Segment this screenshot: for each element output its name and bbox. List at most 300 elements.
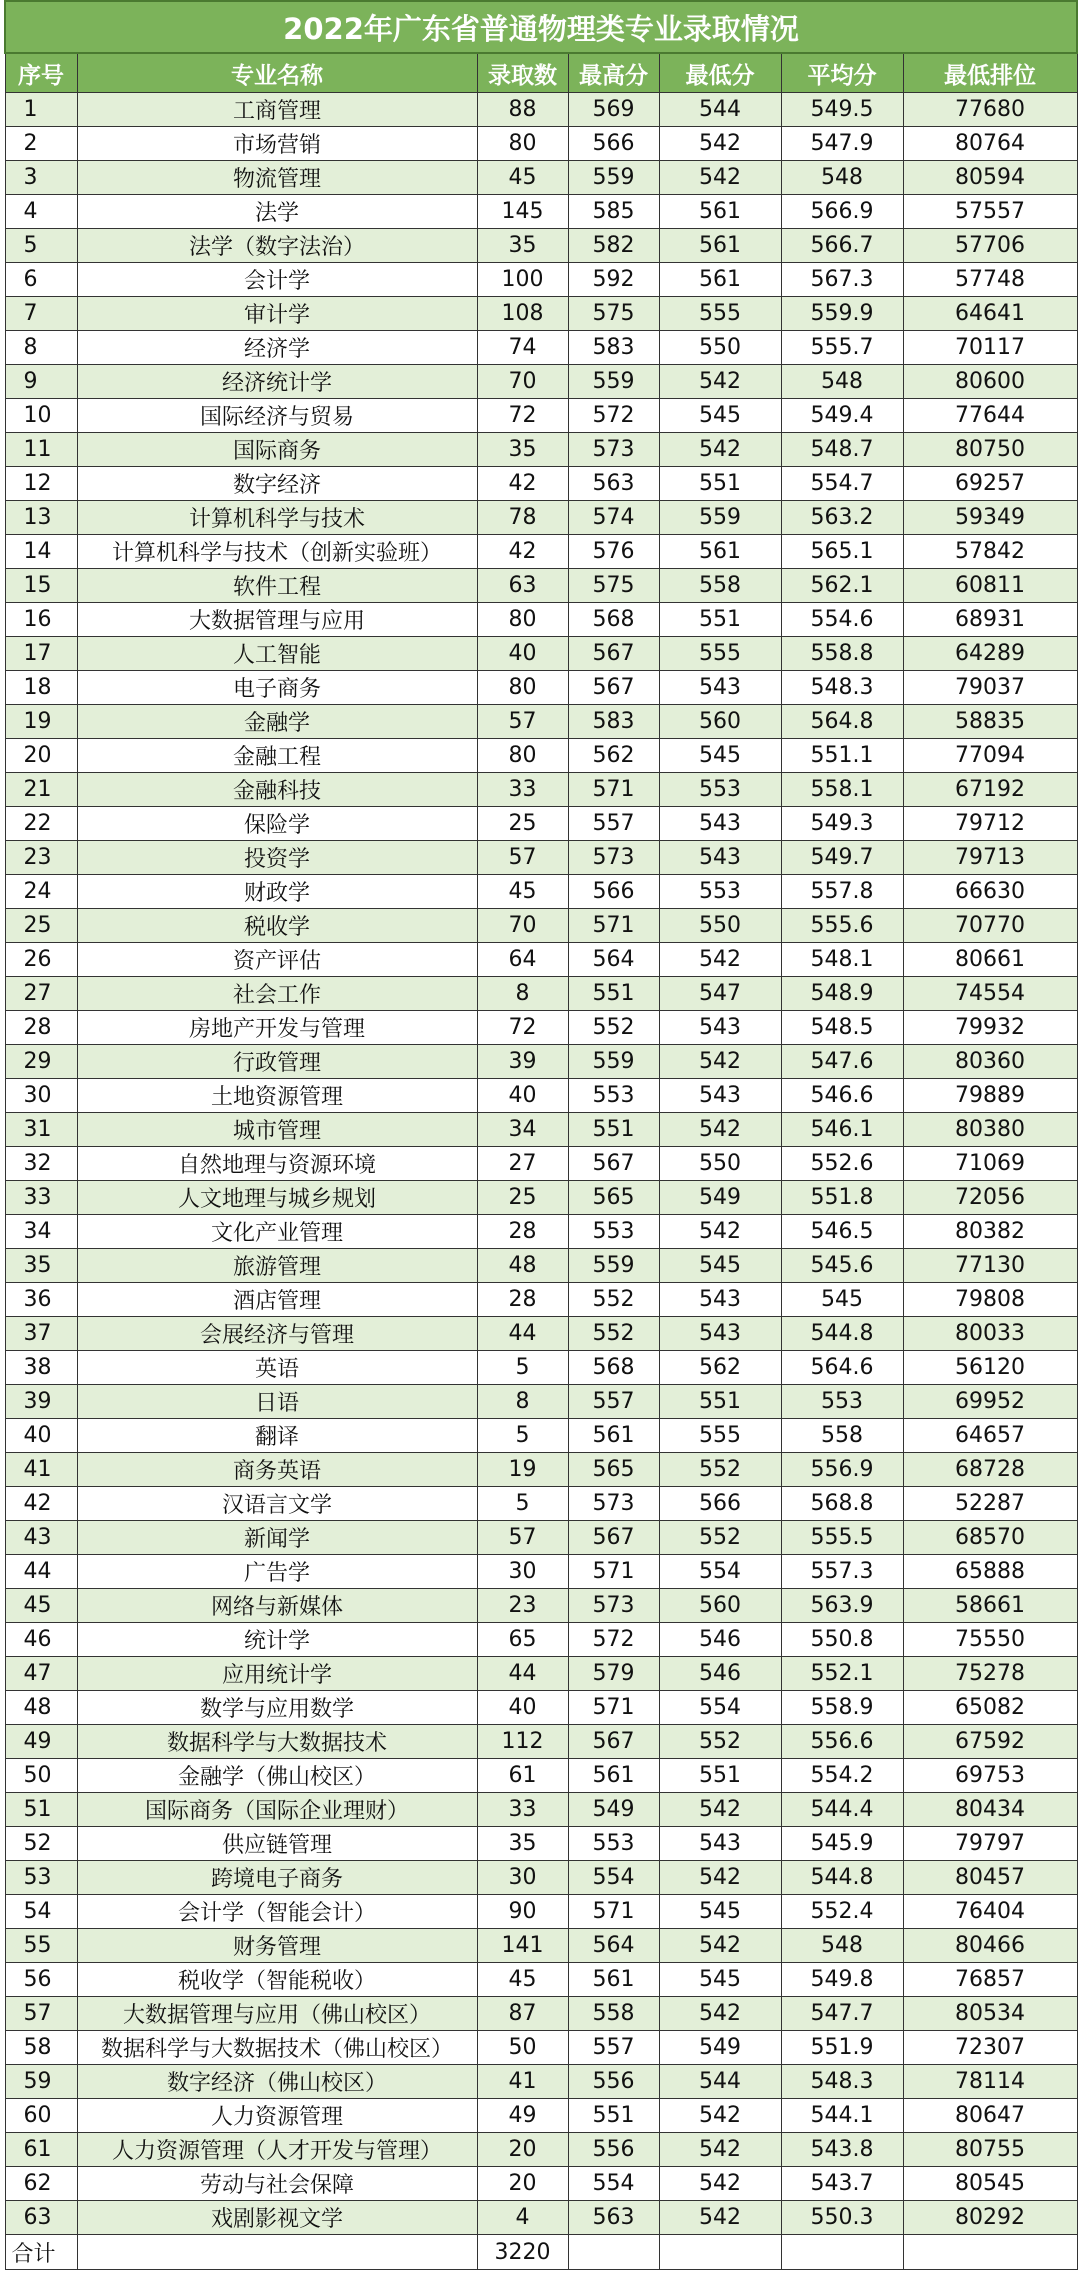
cell-min-score: 542 xyxy=(659,2201,781,2235)
cell-avg-score: 549.8 xyxy=(781,1963,903,1997)
cell-min-score: 561 xyxy=(659,535,781,569)
cell-admitted-count: 42 xyxy=(477,467,568,501)
cell-min-score: 551 xyxy=(659,467,781,501)
cell-major-name: 财政学 xyxy=(77,875,477,909)
cell-avg-score: 543.8 xyxy=(781,2133,903,2167)
cell-avg-score: 564.8 xyxy=(781,705,903,739)
cell-max-score: 554 xyxy=(568,1861,659,1895)
cell-min-score: 560 xyxy=(659,705,781,739)
cell-max-score: 575 xyxy=(568,569,659,603)
table-row xyxy=(5,841,1077,875)
table-row xyxy=(5,1929,1077,1963)
cell-avg-score: 557.8 xyxy=(781,875,903,909)
cell-min-rank: 80434 xyxy=(903,1793,1077,1827)
cell-min-score: 561 xyxy=(659,229,781,263)
cell-admitted-count: 112 xyxy=(477,1725,568,1759)
cell-admitted-count: 25 xyxy=(477,807,568,841)
cell-major-name: 数据科学与大数据技术 xyxy=(77,1725,477,1759)
table-row xyxy=(5,195,1077,229)
table-row xyxy=(5,637,1077,671)
cell-min-score: 543 xyxy=(659,807,781,841)
table-row xyxy=(5,2031,1077,2065)
cell-major-name: 英语 xyxy=(77,1351,477,1385)
header-avg-score: 平均分 xyxy=(781,53,903,93)
cell-min-rank: 80647 xyxy=(903,2099,1077,2133)
table-row xyxy=(5,1011,1077,1045)
cell-serial: 27 xyxy=(5,977,77,1011)
cell-min-score: 544 xyxy=(659,93,781,127)
cell-avg-score: 550.8 xyxy=(781,1623,903,1657)
cell-admitted-count: 44 xyxy=(477,1657,568,1691)
cell-serial: 18 xyxy=(5,671,77,705)
table-row xyxy=(5,2099,1077,2133)
cell-avg-score: 551.1 xyxy=(781,739,903,773)
cell-avg-score: 568.8 xyxy=(781,1487,903,1521)
cell-serial: 62 xyxy=(5,2167,77,2201)
cell-min-rank: 69257 xyxy=(903,467,1077,501)
cell-min-rank: 80360 xyxy=(903,1045,1077,1079)
table-row xyxy=(5,1045,1077,1079)
cell-serial: 56 xyxy=(5,1963,77,1997)
cell-major-name: 劳动与社会保障 xyxy=(77,2167,477,2201)
table-row xyxy=(5,1419,1077,1453)
cell-max-score: 553 xyxy=(568,1827,659,1861)
cell-admitted-count: 34 xyxy=(477,1113,568,1147)
table-row xyxy=(5,1793,1077,1827)
cell-max-score: 567 xyxy=(568,671,659,705)
cell-max-score: 559 xyxy=(568,365,659,399)
cell-min-rank: 80755 xyxy=(903,2133,1077,2167)
cell-admitted-count: 61 xyxy=(477,1759,568,1793)
cell-admitted-count: 35 xyxy=(477,433,568,467)
admission-table xyxy=(4,0,1078,2270)
cell-max-score: 573 xyxy=(568,1589,659,1623)
cell-max-score: 552 xyxy=(568,1283,659,1317)
cell-max-score: 559 xyxy=(568,1249,659,1283)
table-row xyxy=(5,1385,1077,1419)
cell-admitted-count: 23 xyxy=(477,1589,568,1623)
cell-admitted-count: 145 xyxy=(477,195,568,229)
header-min-rank: 最低排位 xyxy=(903,53,1077,93)
cell-min-rank: 64657 xyxy=(903,1419,1077,1453)
cell-serial: 39 xyxy=(5,1385,77,1419)
cell-serial: 38 xyxy=(5,1351,77,1385)
cell-serial: 42 xyxy=(5,1487,77,1521)
cell-admitted-count: 45 xyxy=(477,161,568,195)
cell-max-score: 563 xyxy=(568,2201,659,2235)
cell-admitted-count: 35 xyxy=(477,1827,568,1861)
table-row xyxy=(5,127,1077,161)
cell-serial: 59 xyxy=(5,2065,77,2099)
cell-serial: 46 xyxy=(5,1623,77,1657)
cell-serial: 44 xyxy=(5,1555,77,1589)
table-row xyxy=(5,2065,1077,2099)
cell-serial: 12 xyxy=(5,467,77,501)
table-row xyxy=(5,1861,1077,1895)
table-row xyxy=(5,399,1077,433)
cell-serial: 13 xyxy=(5,501,77,535)
cell-avg-score: 544.8 xyxy=(781,1861,903,1895)
cell-major-name: 国际商务 xyxy=(77,433,477,467)
cell-min-score: 562 xyxy=(659,1351,781,1385)
cell-serial: 2 xyxy=(5,127,77,161)
cell-serial: 16 xyxy=(5,603,77,637)
cell-avg-score: 558.9 xyxy=(781,1691,903,1725)
cell-min-rank: 80382 xyxy=(903,1215,1077,1249)
cell-major-name: 法学 xyxy=(77,195,477,229)
table-row xyxy=(5,1317,1077,1351)
cell-admitted-count: 65 xyxy=(477,1623,568,1657)
cell-min-rank: 77130 xyxy=(903,1249,1077,1283)
cell-admitted-count: 78 xyxy=(477,501,568,535)
cell-major-name: 经济学 xyxy=(77,331,477,365)
cell-min-rank: 79932 xyxy=(903,1011,1077,1045)
cell-min-score: 550 xyxy=(659,1147,781,1181)
cell-min-score: 542 xyxy=(659,943,781,977)
cell-min-rank: 57706 xyxy=(903,229,1077,263)
header-major-name: 专业名称 xyxy=(77,53,477,93)
cell-min-score: 543 xyxy=(659,1011,781,1045)
cell-major-name: 软件工程 xyxy=(77,569,477,603)
cell-min-score: 550 xyxy=(659,909,781,943)
cell-min-score: 554 xyxy=(659,1691,781,1725)
cell-major-name: 供应链管理 xyxy=(77,1827,477,1861)
cell-avg-score: 548.9 xyxy=(781,977,903,1011)
cell-serial: 23 xyxy=(5,841,77,875)
cell-major-name: 经济统计学 xyxy=(77,365,477,399)
cell-admitted-count: 20 xyxy=(477,2133,568,2167)
table-row xyxy=(5,1827,1077,1861)
cell-major-name: 新闻学 xyxy=(77,1521,477,1555)
cell-max-score: 559 xyxy=(568,161,659,195)
cell-avg-score: 547.6 xyxy=(781,1045,903,1079)
cell-min-rank: 52287 xyxy=(903,1487,1077,1521)
cell-min-score: 545 xyxy=(659,399,781,433)
cell-max-score: 566 xyxy=(568,127,659,161)
cell-major-name: 市场营销 xyxy=(77,127,477,161)
cell-avg-score: 547.7 xyxy=(781,1997,903,2031)
cell-min-score: 543 xyxy=(659,1317,781,1351)
cell-max-score: 564 xyxy=(568,943,659,977)
cell-min-score: 542 xyxy=(659,433,781,467)
cell-avg-score: 565.1 xyxy=(781,535,903,569)
table-row xyxy=(5,501,1077,535)
table-row xyxy=(5,569,1077,603)
table-row xyxy=(5,161,1077,195)
cell-admitted-count: 45 xyxy=(477,875,568,909)
cell-max-score: 565 xyxy=(568,1181,659,1215)
cell-min-score: 544 xyxy=(659,2065,781,2099)
total-empty-cell xyxy=(77,2235,477,2270)
cell-admitted-count: 35 xyxy=(477,229,568,263)
cell-avg-score: 566.9 xyxy=(781,195,903,229)
title-row xyxy=(5,1,1077,53)
cell-admitted-count: 20 xyxy=(477,2167,568,2201)
cell-max-score: 564 xyxy=(568,1929,659,1963)
cell-serial: 14 xyxy=(5,535,77,569)
cell-major-name: 法学（数字法治） xyxy=(77,229,477,263)
cell-serial: 17 xyxy=(5,637,77,671)
cell-max-score: 568 xyxy=(568,1351,659,1385)
cell-avg-score: 549.4 xyxy=(781,399,903,433)
cell-avg-score: 548.7 xyxy=(781,433,903,467)
cell-serial: 33 xyxy=(5,1181,77,1215)
cell-max-score: 553 xyxy=(568,1215,659,1249)
cell-admitted-count: 28 xyxy=(477,1283,568,1317)
cell-max-score: 558 xyxy=(568,1997,659,2031)
cell-serial: 20 xyxy=(5,739,77,773)
header-serial: 序号 xyxy=(5,53,77,93)
cell-min-rank: 79712 xyxy=(903,807,1077,841)
cell-max-score: 571 xyxy=(568,1555,659,1589)
cell-serial: 61 xyxy=(5,2133,77,2167)
table-row xyxy=(5,263,1077,297)
cell-min-rank: 59349 xyxy=(903,501,1077,535)
cell-major-name: 数字经济（佛山校区） xyxy=(77,2065,477,2099)
cell-avg-score: 567.3 xyxy=(781,263,903,297)
cell-min-score: 542 xyxy=(659,1215,781,1249)
cell-major-name: 酒店管理 xyxy=(77,1283,477,1317)
cell-max-score: 562 xyxy=(568,739,659,773)
table-row xyxy=(5,1147,1077,1181)
cell-max-score: 573 xyxy=(568,1487,659,1521)
cell-admitted-count: 141 xyxy=(477,1929,568,1963)
cell-major-name: 网络与新媒体 xyxy=(77,1589,477,1623)
cell-admitted-count: 74 xyxy=(477,331,568,365)
cell-min-score: 561 xyxy=(659,195,781,229)
cell-max-score: 551 xyxy=(568,1113,659,1147)
table-row xyxy=(5,1351,1077,1385)
table-row xyxy=(5,875,1077,909)
cell-major-name: 计算机科学与技术 xyxy=(77,501,477,535)
cell-major-name: 金融工程 xyxy=(77,739,477,773)
cell-admitted-count: 87 xyxy=(477,1997,568,2031)
cell-min-rank: 80033 xyxy=(903,1317,1077,1351)
cell-min-rank: 76857 xyxy=(903,1963,1077,1997)
cell-admitted-count: 41 xyxy=(477,2065,568,2099)
cell-serial: 55 xyxy=(5,1929,77,1963)
cell-avg-score: 551.9 xyxy=(781,2031,903,2065)
cell-admitted-count: 42 xyxy=(477,535,568,569)
cell-min-rank: 80764 xyxy=(903,127,1077,161)
cell-major-name: 人工智能 xyxy=(77,637,477,671)
cell-serial: 47 xyxy=(5,1657,77,1691)
cell-admitted-count: 33 xyxy=(477,1793,568,1827)
cell-min-rank: 67592 xyxy=(903,1725,1077,1759)
table-row xyxy=(5,365,1077,399)
cell-serial: 31 xyxy=(5,1113,77,1147)
cell-max-score: 565 xyxy=(568,1453,659,1487)
cell-major-name: 应用统计学 xyxy=(77,1657,477,1691)
cell-min-score: 542 xyxy=(659,1045,781,1079)
cell-max-score: 552 xyxy=(568,1317,659,1351)
cell-admitted-count: 8 xyxy=(477,1385,568,1419)
cell-min-rank: 69753 xyxy=(903,1759,1077,1793)
cell-avg-score: 563.9 xyxy=(781,1589,903,1623)
table-row xyxy=(5,331,1077,365)
cell-admitted-count: 63 xyxy=(477,569,568,603)
cell-serial: 54 xyxy=(5,1895,77,1929)
cell-min-rank: 70117 xyxy=(903,331,1077,365)
table-row xyxy=(5,1079,1077,1113)
cell-min-rank: 80457 xyxy=(903,1861,1077,1895)
cell-major-name: 电子商务 xyxy=(77,671,477,705)
cell-max-score: 566 xyxy=(568,875,659,909)
cell-min-rank: 80466 xyxy=(903,1929,1077,1963)
total-label: 合计 xyxy=(5,2235,77,2270)
table-row xyxy=(5,1453,1077,1487)
cell-min-score: 542 xyxy=(659,127,781,161)
cell-min-score: 542 xyxy=(659,1861,781,1895)
cell-max-score: 574 xyxy=(568,501,659,535)
cell-serial: 22 xyxy=(5,807,77,841)
cell-major-name: 行政管理 xyxy=(77,1045,477,1079)
cell-admitted-count: 57 xyxy=(477,841,568,875)
cell-serial: 49 xyxy=(5,1725,77,1759)
cell-major-name: 文化产业管理 xyxy=(77,1215,477,1249)
cell-max-score: 569 xyxy=(568,93,659,127)
cell-major-name: 戏剧影视文学 xyxy=(77,2201,477,2235)
cell-max-score: 582 xyxy=(568,229,659,263)
cell-major-name: 资产评估 xyxy=(77,943,477,977)
cell-min-rank: 77680 xyxy=(903,93,1077,127)
cell-serial: 63 xyxy=(5,2201,77,2235)
cell-avg-score: 544.4 xyxy=(781,1793,903,1827)
cell-avg-score: 545.6 xyxy=(781,1249,903,1283)
cell-min-rank: 72307 xyxy=(903,2031,1077,2065)
table-row xyxy=(5,1691,1077,1725)
cell-min-rank: 80292 xyxy=(903,2201,1077,2235)
cell-avg-score: 566.7 xyxy=(781,229,903,263)
cell-serial: 11 xyxy=(5,433,77,467)
cell-serial: 29 xyxy=(5,1045,77,1079)
cell-major-name: 日语 xyxy=(77,1385,477,1419)
cell-max-score: 557 xyxy=(568,2031,659,2065)
cell-max-score: 571 xyxy=(568,1691,659,1725)
cell-min-rank: 75550 xyxy=(903,1623,1077,1657)
cell-avg-score: 552.1 xyxy=(781,1657,903,1691)
cell-avg-score: 554.2 xyxy=(781,1759,903,1793)
total-empty-cell xyxy=(568,2235,659,2270)
cell-major-name: 会展经济与管理 xyxy=(77,1317,477,1351)
cell-min-rank: 80380 xyxy=(903,1113,1077,1147)
cell-major-name: 工商管理 xyxy=(77,93,477,127)
cell-avg-score: 554.6 xyxy=(781,603,903,637)
cell-serial: 5 xyxy=(5,229,77,263)
cell-avg-score: 544.1 xyxy=(781,2099,903,2133)
cell-major-name: 城市管理 xyxy=(77,1113,477,1147)
cell-max-score: 556 xyxy=(568,2133,659,2167)
cell-avg-score: 551.8 xyxy=(781,1181,903,1215)
cell-avg-score: 548 xyxy=(781,365,903,399)
cell-major-name: 人力资源管理 xyxy=(77,2099,477,2133)
cell-major-name: 土地资源管理 xyxy=(77,1079,477,1113)
table-row xyxy=(5,1725,1077,1759)
cell-major-name: 人力资源管理（人才开发与管理） xyxy=(77,2133,477,2167)
table-row xyxy=(5,1283,1077,1317)
cell-max-score: 551 xyxy=(568,2099,659,2133)
cell-max-score: 572 xyxy=(568,399,659,433)
cell-avg-score: 556.6 xyxy=(781,1725,903,1759)
cell-admitted-count: 25 xyxy=(477,1181,568,1215)
cell-avg-score: 554.7 xyxy=(781,467,903,501)
cell-min-rank: 79797 xyxy=(903,1827,1077,1861)
cell-max-score: 585 xyxy=(568,195,659,229)
header-max-score: 最高分 xyxy=(568,53,659,93)
table-row xyxy=(5,229,1077,263)
cell-major-name: 商务英语 xyxy=(77,1453,477,1487)
table-row xyxy=(5,1657,1077,1691)
cell-min-score: 546 xyxy=(659,1623,781,1657)
cell-serial: 45 xyxy=(5,1589,77,1623)
table-row xyxy=(5,773,1077,807)
cell-min-rank: 57842 xyxy=(903,535,1077,569)
cell-avg-score: 559.9 xyxy=(781,297,903,331)
cell-avg-score: 548 xyxy=(781,161,903,195)
cell-serial: 24 xyxy=(5,875,77,909)
cell-admitted-count: 44 xyxy=(477,1317,568,1351)
cell-serial: 4 xyxy=(5,195,77,229)
cell-serial: 37 xyxy=(5,1317,77,1351)
cell-max-score: 568 xyxy=(568,603,659,637)
table-row xyxy=(5,433,1077,467)
cell-min-rank: 58835 xyxy=(903,705,1077,739)
cell-min-score: 542 xyxy=(659,365,781,399)
cell-max-score: 549 xyxy=(568,1793,659,1827)
cell-min-rank: 79808 xyxy=(903,1283,1077,1317)
cell-min-rank: 64289 xyxy=(903,637,1077,671)
cell-min-rank: 75278 xyxy=(903,1657,1077,1691)
cell-max-score: 559 xyxy=(568,1045,659,1079)
table-row xyxy=(5,1113,1077,1147)
cell-min-rank: 57557 xyxy=(903,195,1077,229)
cell-major-name: 金融学（佛山校区） xyxy=(77,1759,477,1793)
cell-admitted-count: 50 xyxy=(477,2031,568,2065)
cell-min-rank: 80545 xyxy=(903,2167,1077,2201)
cell-min-score: 552 xyxy=(659,1725,781,1759)
cell-serial: 15 xyxy=(5,569,77,603)
cell-serial: 28 xyxy=(5,1011,77,1045)
table-row xyxy=(5,1249,1077,1283)
cell-major-name: 金融科技 xyxy=(77,773,477,807)
cell-admitted-count: 80 xyxy=(477,127,568,161)
table-row xyxy=(5,977,1077,1011)
cell-min-score: 542 xyxy=(659,1997,781,2031)
cell-major-name: 社会工作 xyxy=(77,977,477,1011)
cell-admitted-count: 5 xyxy=(477,1419,568,1453)
cell-max-score: 592 xyxy=(568,263,659,297)
cell-serial: 51 xyxy=(5,1793,77,1827)
cell-major-name: 旅游管理 xyxy=(77,1249,477,1283)
table-row xyxy=(5,1215,1077,1249)
cell-admitted-count: 27 xyxy=(477,1147,568,1181)
cell-min-rank: 67192 xyxy=(903,773,1077,807)
cell-serial: 7 xyxy=(5,297,77,331)
cell-avg-score: 555.7 xyxy=(781,331,903,365)
cell-min-score: 555 xyxy=(659,637,781,671)
cell-min-score: 560 xyxy=(659,1589,781,1623)
cell-avg-score: 550.3 xyxy=(781,2201,903,2235)
cell-max-score: 576 xyxy=(568,535,659,569)
cell-admitted-count: 5 xyxy=(477,1351,568,1385)
cell-serial: 21 xyxy=(5,773,77,807)
cell-max-score: 583 xyxy=(568,331,659,365)
table-row xyxy=(5,1181,1077,1215)
cell-min-score: 549 xyxy=(659,2031,781,2065)
cell-max-score: 551 xyxy=(568,977,659,1011)
cell-admitted-count: 40 xyxy=(477,1691,568,1725)
cell-avg-score: 552.4 xyxy=(781,1895,903,1929)
